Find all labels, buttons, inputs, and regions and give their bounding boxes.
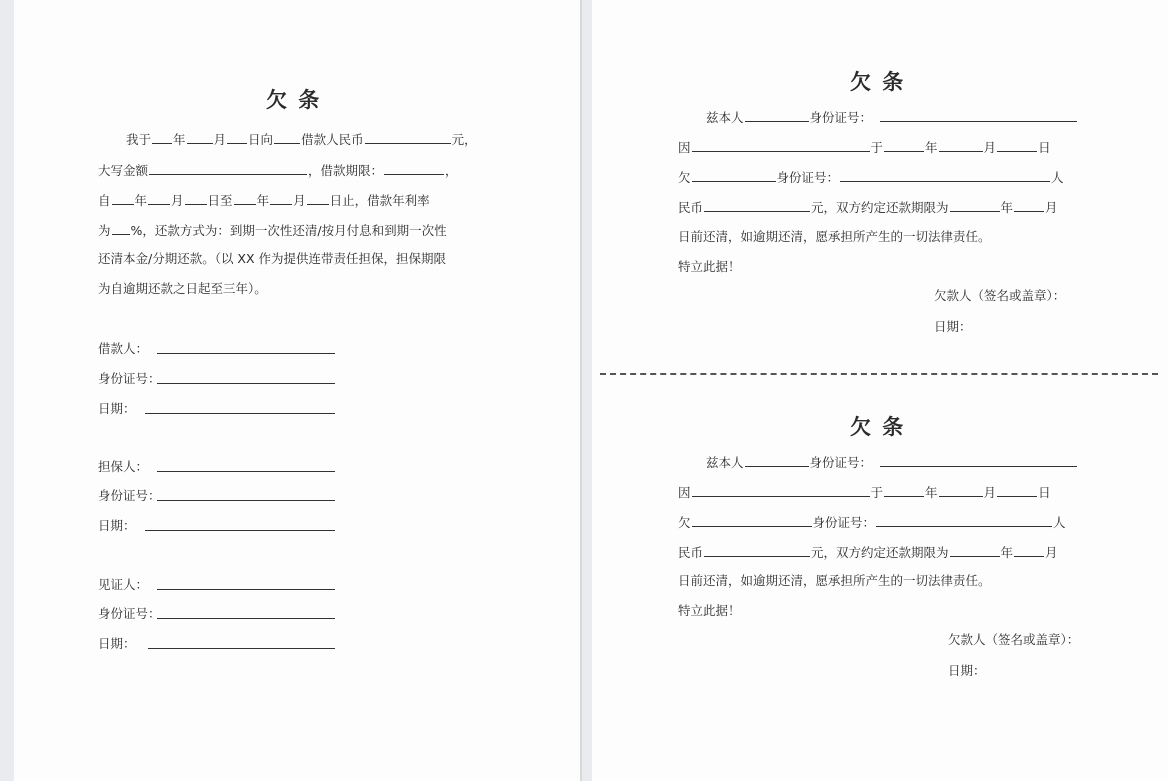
rb-line-3 [678, 514, 1066, 530]
rt-line-2 [678, 139, 1051, 155]
left-title: 欠 条 [266, 88, 322, 112]
text-segment: 于 [870, 140, 884, 155]
witness-label: 见证人： [98, 577, 149, 592]
witness-id-label: 身份证号： [98, 606, 161, 621]
text-segment: 身份证号： [776, 170, 840, 185]
dashed-cut-line [600, 373, 1158, 375]
rb-line-4 [678, 544, 1058, 560]
rt-line-4 [678, 199, 1058, 215]
text-segment: 因 [678, 140, 691, 155]
right-page [592, 0, 1168, 781]
text-segment: 兹本人 [706, 455, 744, 470]
rt-sign-label: 欠款人（签名或盖章）： [934, 288, 1066, 303]
rb-date-label: 日期： [948, 663, 986, 678]
text-segment: 为 [98, 223, 111, 238]
right-top-title: 欠 条 [850, 70, 906, 94]
text-segment: 月 [1045, 545, 1058, 560]
text-segment: 人 [1053, 515, 1066, 530]
text-segment: 兹本人 [706, 110, 744, 125]
text-segment: ， [445, 163, 458, 178]
rb-sign-label: 欠款人（签名或盖章）： [948, 632, 1080, 647]
rb-line-1 [706, 454, 872, 470]
right-bottom-title: 欠 条 [850, 415, 906, 439]
text-segment: 民币 [678, 200, 704, 215]
borrower-id-label: 身份证号： [98, 371, 161, 386]
text-segment: 欠 [678, 170, 691, 185]
page-gap-left [580, 0, 582, 781]
borrower-id-line[interactable] [157, 383, 335, 384]
text-segment: 月 [983, 140, 997, 155]
guarantor-id-label: 身份证号： [98, 488, 161, 503]
text-segment: 身份证号： [812, 515, 876, 530]
text-segment: 日向 [248, 132, 274, 147]
guarantor-date-line[interactable] [145, 530, 335, 531]
witness-id-line[interactable] [157, 618, 335, 619]
text-segment: 元， [451, 132, 477, 147]
rt-line-1 [706, 109, 872, 125]
text-segment: 年 [134, 193, 148, 208]
text-segment: 元，双方约定还款期限为 [811, 200, 949, 215]
left-body-line-1 [126, 131, 477, 147]
rb-id-line[interactable] [880, 466, 1077, 467]
text-segment: 年 [925, 485, 938, 500]
text-segment: ，借款期限： [308, 163, 384, 178]
borrower-label: 借款人： [98, 341, 149, 356]
text-segment: 年 [1000, 200, 1014, 215]
text-segment: 月 [213, 132, 227, 147]
left-body-line-6: 为自逾期还款之日起至三年）。 [98, 281, 267, 296]
text-segment: 于 [870, 485, 884, 500]
guarantor-line[interactable] [157, 471, 335, 472]
left-body-line-2 [98, 162, 458, 178]
text-segment: 月 [1045, 200, 1058, 215]
text-segment: 因 [678, 485, 691, 500]
witness-date-label: 日期： [98, 636, 136, 651]
text-segment: 借款人民币 [301, 132, 364, 147]
text-segment: 自 [98, 193, 111, 208]
left-body-line-3 [98, 192, 430, 208]
text-segment: 日 [1038, 485, 1051, 500]
borrower-date-label: 日期： [98, 401, 136, 416]
text-segment: 日至 [207, 193, 233, 208]
guarantor-date-label: 日期： [98, 518, 136, 533]
borrower-line[interactable] [157, 353, 335, 354]
rt-id-line[interactable] [880, 121, 1077, 122]
text-segment: 身份证号： [809, 455, 873, 470]
left-page [14, 0, 580, 781]
text-segment: 日止，借款年利率 [329, 193, 430, 208]
guarantor-label: 担保人： [98, 459, 149, 474]
text-segment: 民币 [678, 545, 704, 560]
rb-line-5: 日前还清，如逾期还清，愿承担所产生的一切法律责任。 [678, 573, 991, 588]
rt-line-3 [678, 169, 1064, 185]
text-segment: 月 [171, 193, 184, 208]
rb-line-2 [678, 484, 1051, 500]
text-segment: 日 [1038, 140, 1051, 155]
text-segment: 年 [925, 140, 938, 155]
text-segment: 身份证号： [809, 110, 873, 125]
guarantor-id-line[interactable] [157, 500, 335, 501]
left-body-line-4 [98, 222, 447, 238]
text-segment: 年 [173, 132, 186, 147]
text-segment: %，还款方式为：到期一次性还清/按月付息和到期一次性 [130, 223, 447, 238]
rb-line-6: 特立此据！ [678, 603, 741, 618]
witness-line[interactable] [157, 589, 335, 590]
text-segment: 欠 [678, 515, 691, 530]
witness-date-line[interactable] [148, 648, 335, 649]
left-body-line-5: 还清本金/分期还款。（以 XX 作为提供连带责任担保，担保期限 [98, 251, 447, 266]
borrower-date-line[interactable] [145, 413, 335, 414]
text-segment: 大写金额 [98, 163, 149, 178]
text-segment: 年 [1000, 545, 1014, 560]
text-segment: 人 [1051, 170, 1064, 185]
rt-line-5: 日前还清，如逾期还清，愿承担所产生的一切法律责任。 [678, 229, 991, 244]
text-segment: 月 [293, 193, 306, 208]
rt-line-6: 特立此据！ [678, 259, 741, 274]
text-segment: 我于 [126, 132, 152, 147]
rt-date-label: 日期： [934, 319, 972, 334]
text-segment: 年 [256, 193, 270, 208]
text-segment: 月 [983, 485, 997, 500]
text-segment: 元，双方约定还款期限为 [811, 545, 949, 560]
